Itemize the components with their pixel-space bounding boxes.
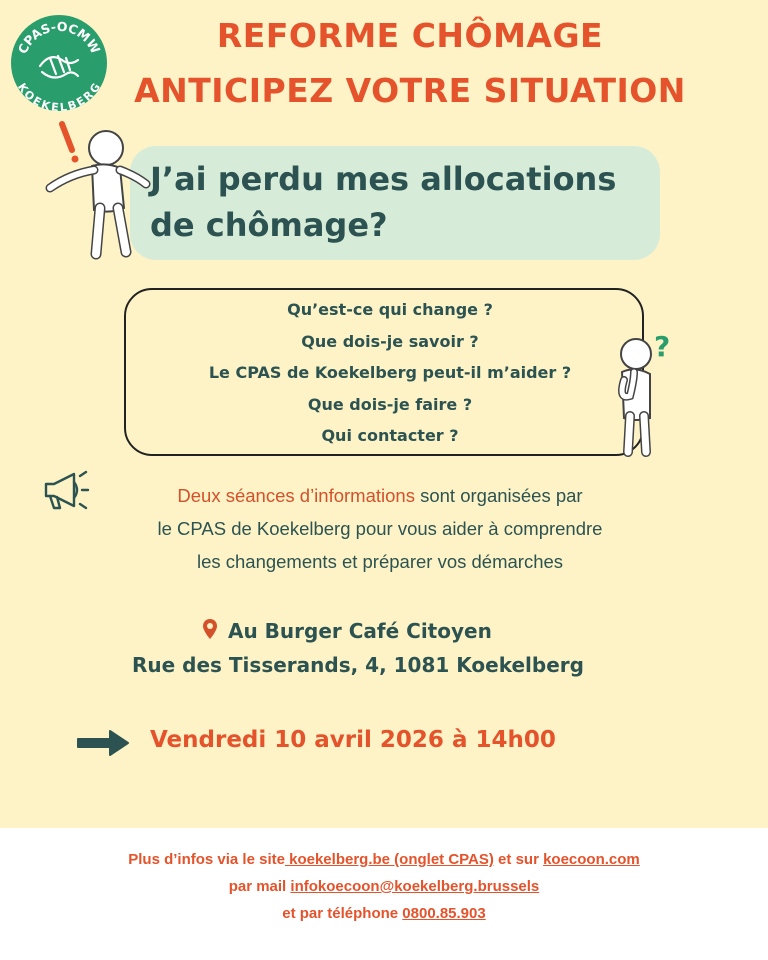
question-item: Que dois-je savoir ? [301,331,479,351]
session-date: Vendredi 10 avril 2026 à 14h00 [150,727,556,753]
footer-line-1 [0,846,768,873]
info-highlight: Deux séances d’informations [177,485,415,506]
location-address: Rue des Tisserands, 4, 1081 Koekelberg [132,653,584,677]
question-item: Le CPAS de Koekelberg peut-il m’aider ? [208,363,572,382]
info-line-2: le CPAS de Koekelberg pour vous aider à comprendre [157,518,603,539]
email-link[interactable]: infokoecoon@koekelberg.brussels [290,878,540,895]
info-paragraph [60,479,700,578]
question-item: Que dois-je faire ? [307,394,473,414]
question-line-2: de chômage? [150,206,388,244]
footer-contact [0,846,768,927]
footer-line-3-prefix: et par téléphone [282,905,403,922]
location-name: Au Burger Café Citoyen [228,619,492,643]
arrow-right-icon [76,728,130,758]
title-line-2: ANTICIPEZ VOTRE SITUATION [134,71,686,110]
koecoon-link[interactable]: koecoon.com [543,851,640,868]
location-pin-icon [202,618,218,640]
footer-line-1-mid: et sur [493,851,544,868]
question-item: Qu’est-ce qui change ? [287,300,493,319]
questions-list [130,294,650,452]
info-line-3: les changements et préparer vos démarches [196,551,564,572]
cpas-logo-icon [10,14,108,112]
footer-line-1-prefix: Plus d’infos via le site [128,851,285,868]
exclamation-person-icon [40,118,152,264]
svg-text:?: ? [654,330,671,363]
phone-link[interactable]: 0800.85.903 [402,905,486,922]
logo-bottom-text: KOEKELBERG [14,80,104,112]
footer-line-2-prefix: par mail [228,878,291,895]
title-line-1: REFORME CHÔMAGE [216,16,604,55]
question-line-1: J’ai perdu mes allocations [150,160,617,198]
logo-top-text: CPAS-OCMW [14,18,104,57]
question-heading [150,156,650,248]
website-link[interactable]: koekelberg.be (onglet CPAS) [284,851,494,868]
info-line-1: sont organisées par [414,485,583,506]
question-item: Qui contacter ? [321,426,459,445]
footer-line-2 [0,873,768,900]
footer-line-3 [0,900,768,927]
thinking-person-icon [604,318,684,458]
